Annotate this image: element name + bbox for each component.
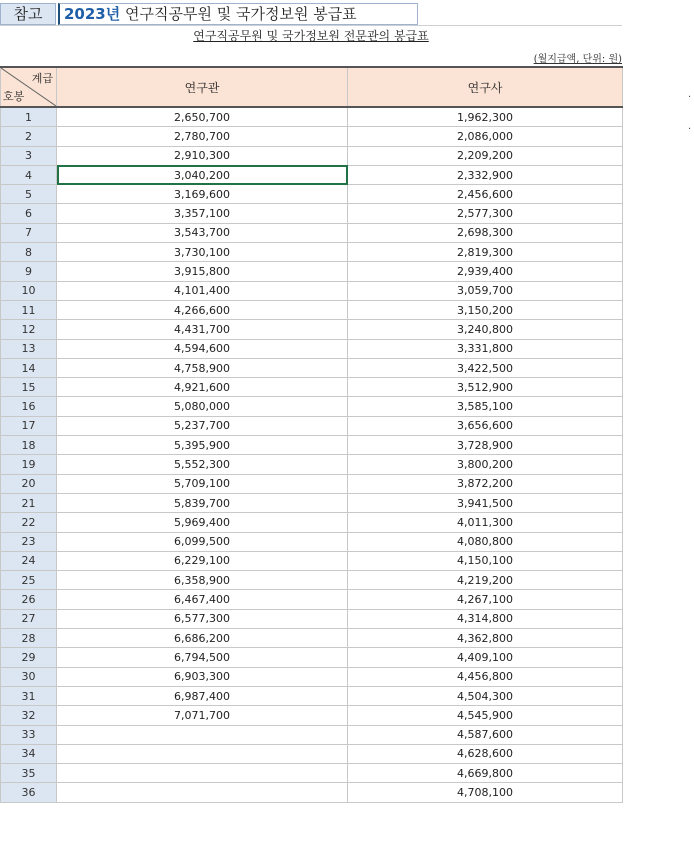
table-row bbox=[1, 185, 623, 204]
sa-salary-cell[interactable]: 3,150,200 bbox=[348, 300, 623, 319]
sa-salary-cell[interactable]: 4,219,200 bbox=[348, 571, 623, 590]
step-cell[interactable]: 27 bbox=[1, 609, 57, 628]
table-row bbox=[1, 127, 623, 146]
title-year: 2023년 bbox=[64, 5, 121, 23]
gwan-salary-cell[interactable] bbox=[57, 764, 348, 783]
sa-salary-cell[interactable]: 3,512,900 bbox=[348, 378, 623, 397]
sa-salary-cell[interactable]: 2,819,300 bbox=[348, 243, 623, 262]
sa-salary-cell[interactable]: 1,962,300 bbox=[348, 107, 623, 127]
title-tag[interactable]: 참고 bbox=[0, 3, 56, 25]
gwan-salary-cell[interactable]: 5,080,000 bbox=[57, 397, 348, 416]
table-row bbox=[1, 513, 623, 532]
gwan-salary-cell[interactable]: 6,358,900 bbox=[57, 571, 348, 590]
gwan-salary-cell[interactable] bbox=[57, 744, 348, 763]
step-cell[interactable]: 21 bbox=[1, 493, 57, 512]
table-row bbox=[1, 455, 623, 474]
gwan-salary-cell[interactable]: 3,543,700 bbox=[57, 223, 348, 242]
sa-salary-cell[interactable]: 2,332,900 bbox=[348, 165, 623, 184]
gwan-salary-cell[interactable]: 5,237,700 bbox=[57, 416, 348, 435]
unit-note: (월지급액, 단위: 원) bbox=[533, 54, 622, 65]
header-row bbox=[1, 67, 623, 107]
step-cell[interactable]: 34 bbox=[1, 744, 57, 763]
gwan-salary-cell[interactable] bbox=[57, 783, 348, 802]
table-row bbox=[1, 474, 623, 493]
step-cell[interactable]: 2 bbox=[1, 127, 57, 146]
gwan-salary-cell[interactable]: 4,921,600 bbox=[57, 378, 348, 397]
step-cell[interactable]: 13 bbox=[1, 339, 57, 358]
table-row bbox=[1, 532, 623, 551]
sa-salary-cell[interactable]: 3,331,800 bbox=[348, 339, 623, 358]
sa-salary-cell[interactable]: 2,698,300 bbox=[348, 223, 623, 242]
sa-salary-cell[interactable]: 4,409,100 bbox=[348, 648, 623, 667]
table-row bbox=[1, 686, 623, 705]
gwan-salary-cell[interactable]: 3,915,800 bbox=[57, 262, 348, 281]
gwan-salary-cell[interactable]: 6,577,300 bbox=[57, 609, 348, 628]
sa-salary-cell[interactable]: 4,708,100 bbox=[348, 783, 623, 802]
gwan-salary-cell[interactable]: 4,758,900 bbox=[57, 358, 348, 377]
step-cell[interactable]: 17 bbox=[1, 416, 57, 435]
sa-salary-cell[interactable]: 4,011,300 bbox=[348, 513, 623, 532]
gwan-salary-cell[interactable]: 3,357,100 bbox=[57, 204, 348, 223]
sa-salary-cell[interactable]: 4,545,900 bbox=[348, 706, 623, 725]
sa-salary-cell[interactable]: 3,941,500 bbox=[348, 493, 623, 512]
salary-table bbox=[0, 66, 623, 803]
step-cell[interactable]: 33 bbox=[1, 725, 57, 744]
title-text: 연구직공무원 및 국가정보원 봉급표 bbox=[120, 5, 357, 23]
step-cell[interactable]: 16 bbox=[1, 397, 57, 416]
table-row bbox=[1, 339, 623, 358]
title-cell[interactable] bbox=[58, 3, 418, 25]
gwan-salary-cell[interactable]: 6,686,200 bbox=[57, 629, 348, 648]
gwan-salary-cell[interactable]: 5,709,100 bbox=[57, 474, 348, 493]
step-cell[interactable]: 25 bbox=[1, 571, 57, 590]
sa-salary-cell[interactable]: 4,267,100 bbox=[348, 590, 623, 609]
sa-salary-cell[interactable]: 4,080,800 bbox=[348, 532, 623, 551]
gwan-salary-cell[interactable]: 5,839,700 bbox=[57, 493, 348, 512]
step-cell[interactable]: 11 bbox=[1, 300, 57, 319]
gwan-salary-cell[interactable]: 2,910,300 bbox=[57, 146, 348, 165]
sa-salary-cell[interactable]: 2,456,600 bbox=[348, 185, 623, 204]
step-cell[interactable]: 28 bbox=[1, 629, 57, 648]
sa-salary-cell[interactable]: 2,209,200 bbox=[348, 146, 623, 165]
table-row bbox=[1, 648, 623, 667]
table-row bbox=[1, 165, 623, 184]
column-header-gwan[interactable]: 연구관 bbox=[57, 67, 348, 107]
table-row bbox=[1, 725, 623, 744]
corner-step-label: 호봉 bbox=[3, 90, 25, 103]
gwan-salary-cell[interactable]: 5,552,300 bbox=[57, 455, 348, 474]
sa-salary-cell[interactable]: 4,669,800 bbox=[348, 764, 623, 783]
gwan-salary-cell[interactable]: 6,099,500 bbox=[57, 532, 348, 551]
table-row bbox=[1, 609, 623, 628]
table-row bbox=[1, 300, 623, 319]
column-header-sa[interactable]: 연구사 bbox=[348, 67, 623, 107]
gwan-salary-cell[interactable]: 6,467,400 bbox=[57, 590, 348, 609]
step-cell[interactable]: 23 bbox=[1, 532, 57, 551]
table-row bbox=[1, 223, 623, 242]
table-body bbox=[1, 107, 623, 802]
sa-salary-cell[interactable]: 4,314,800 bbox=[348, 609, 623, 628]
table-row bbox=[1, 783, 623, 802]
step-cell[interactable]: 3 bbox=[1, 146, 57, 165]
step-cell[interactable]: 5 bbox=[1, 185, 57, 204]
sa-salary-cell[interactable]: 3,800,200 bbox=[348, 455, 623, 474]
gwan-salary-cell[interactable]: 6,903,300 bbox=[57, 667, 348, 686]
gwan-salary-cell[interactable] bbox=[57, 725, 348, 744]
stray-mark: · bbox=[688, 92, 692, 103]
step-cell[interactable]: 29 bbox=[1, 648, 57, 667]
step-cell[interactable]: 20 bbox=[1, 474, 57, 493]
step-cell[interactable]: 4 bbox=[1, 165, 57, 184]
step-cell[interactable]: 15 bbox=[1, 378, 57, 397]
gwan-salary-cell[interactable]: 6,794,500 bbox=[57, 648, 348, 667]
table-row bbox=[1, 320, 623, 339]
gwan-salary-cell[interactable]: 6,987,400 bbox=[57, 686, 348, 705]
table-row bbox=[1, 243, 623, 262]
step-cell[interactable]: 26 bbox=[1, 590, 57, 609]
table-row bbox=[1, 262, 623, 281]
step-cell[interactable]: 10 bbox=[1, 281, 57, 300]
corner-cell[interactable] bbox=[1, 67, 57, 107]
gwan-salary-cell[interactable]: 3,730,100 bbox=[57, 243, 348, 262]
gwan-salary-cell[interactable]: 3,169,600 bbox=[57, 185, 348, 204]
gwan-salary-cell[interactable]: 4,594,600 bbox=[57, 339, 348, 358]
step-cell[interactable]: 19 bbox=[1, 455, 57, 474]
sa-salary-cell[interactable]: 3,656,600 bbox=[348, 416, 623, 435]
table-row bbox=[1, 397, 623, 416]
gwan-salary-cell[interactable]: 2,650,700 bbox=[57, 107, 348, 127]
table-row bbox=[1, 590, 623, 609]
step-cell[interactable]: 24 bbox=[1, 551, 57, 570]
gwan-salary-cell[interactable]: 3,040,200 bbox=[57, 165, 348, 184]
table-row bbox=[1, 571, 623, 590]
step-cell[interactable]: 12 bbox=[1, 320, 57, 339]
table-subtitle: 연구직공무원 및 국가정보원 전문관의 봉급표 bbox=[193, 29, 429, 43]
step-cell[interactable]: 14 bbox=[1, 358, 57, 377]
title-row bbox=[0, 3, 622, 26]
table-row bbox=[1, 493, 623, 512]
step-cell[interactable]: 22 bbox=[1, 513, 57, 532]
gwan-salary-cell[interactable]: 6,229,100 bbox=[57, 551, 348, 570]
table-row bbox=[1, 107, 623, 127]
step-cell[interactable]: 18 bbox=[1, 436, 57, 455]
step-cell[interactable]: 8 bbox=[1, 243, 57, 262]
sa-salary-cell[interactable]: 4,628,600 bbox=[348, 744, 623, 763]
sa-salary-cell[interactable]: 2,086,000 bbox=[348, 127, 623, 146]
step-cell[interactable]: 32 bbox=[1, 706, 57, 725]
sa-salary-cell[interactable]: 2,577,300 bbox=[348, 204, 623, 223]
step-cell[interactable]: 9 bbox=[1, 262, 57, 281]
sa-salary-cell[interactable]: 4,504,300 bbox=[348, 686, 623, 705]
table-row bbox=[1, 667, 623, 686]
gwan-salary-cell[interactable]: 5,395,900 bbox=[57, 436, 348, 455]
table-row bbox=[1, 629, 623, 648]
gwan-salary-cell[interactable]: 4,431,700 bbox=[57, 320, 348, 339]
gwan-salary-cell[interactable]: 2,780,700 bbox=[57, 127, 348, 146]
step-cell[interactable]: 30 bbox=[1, 667, 57, 686]
sa-salary-cell[interactable]: 3,585,100 bbox=[348, 397, 623, 416]
table-row bbox=[1, 551, 623, 570]
sa-salary-cell[interactable]: 3,422,500 bbox=[348, 358, 623, 377]
sa-salary-cell[interactable]: 3,240,800 bbox=[348, 320, 623, 339]
table-row bbox=[1, 764, 623, 783]
sa-salary-cell[interactable]: 2,939,400 bbox=[348, 262, 623, 281]
sa-salary-cell[interactable]: 3,059,700 bbox=[348, 281, 623, 300]
step-cell[interactable]: 31 bbox=[1, 686, 57, 705]
gwan-salary-cell[interactable]: 7,071,700 bbox=[57, 706, 348, 725]
table-row bbox=[1, 416, 623, 435]
step-cell[interactable]: 7 bbox=[1, 223, 57, 242]
sa-salary-cell[interactable]: 4,362,800 bbox=[348, 629, 623, 648]
table-row bbox=[1, 378, 623, 397]
step-cell[interactable]: 1 bbox=[1, 107, 57, 127]
table-row bbox=[1, 281, 623, 300]
table-row bbox=[1, 146, 623, 165]
gwan-salary-cell[interactable]: 4,266,600 bbox=[57, 300, 348, 319]
table-row bbox=[1, 204, 623, 223]
stray-mark: · bbox=[688, 124, 692, 135]
sa-salary-cell[interactable]: 4,456,800 bbox=[348, 667, 623, 686]
sa-salary-cell[interactable]: 3,728,900 bbox=[348, 436, 623, 455]
sa-salary-cell[interactable]: 4,150,100 bbox=[348, 551, 623, 570]
step-cell[interactable]: 36 bbox=[1, 783, 57, 802]
gwan-salary-cell[interactable]: 4,101,400 bbox=[57, 281, 348, 300]
step-cell[interactable]: 35 bbox=[1, 764, 57, 783]
gwan-salary-cell[interactable]: 5,969,400 bbox=[57, 513, 348, 532]
table-row bbox=[1, 358, 623, 377]
table-row bbox=[1, 436, 623, 455]
corner-grade-label: 계급 bbox=[31, 72, 53, 85]
sa-salary-cell[interactable]: 4,587,600 bbox=[348, 725, 623, 744]
table-row bbox=[1, 744, 623, 763]
sa-salary-cell[interactable]: 3,872,200 bbox=[348, 474, 623, 493]
table-row bbox=[1, 706, 623, 725]
step-cell[interactable]: 6 bbox=[1, 204, 57, 223]
